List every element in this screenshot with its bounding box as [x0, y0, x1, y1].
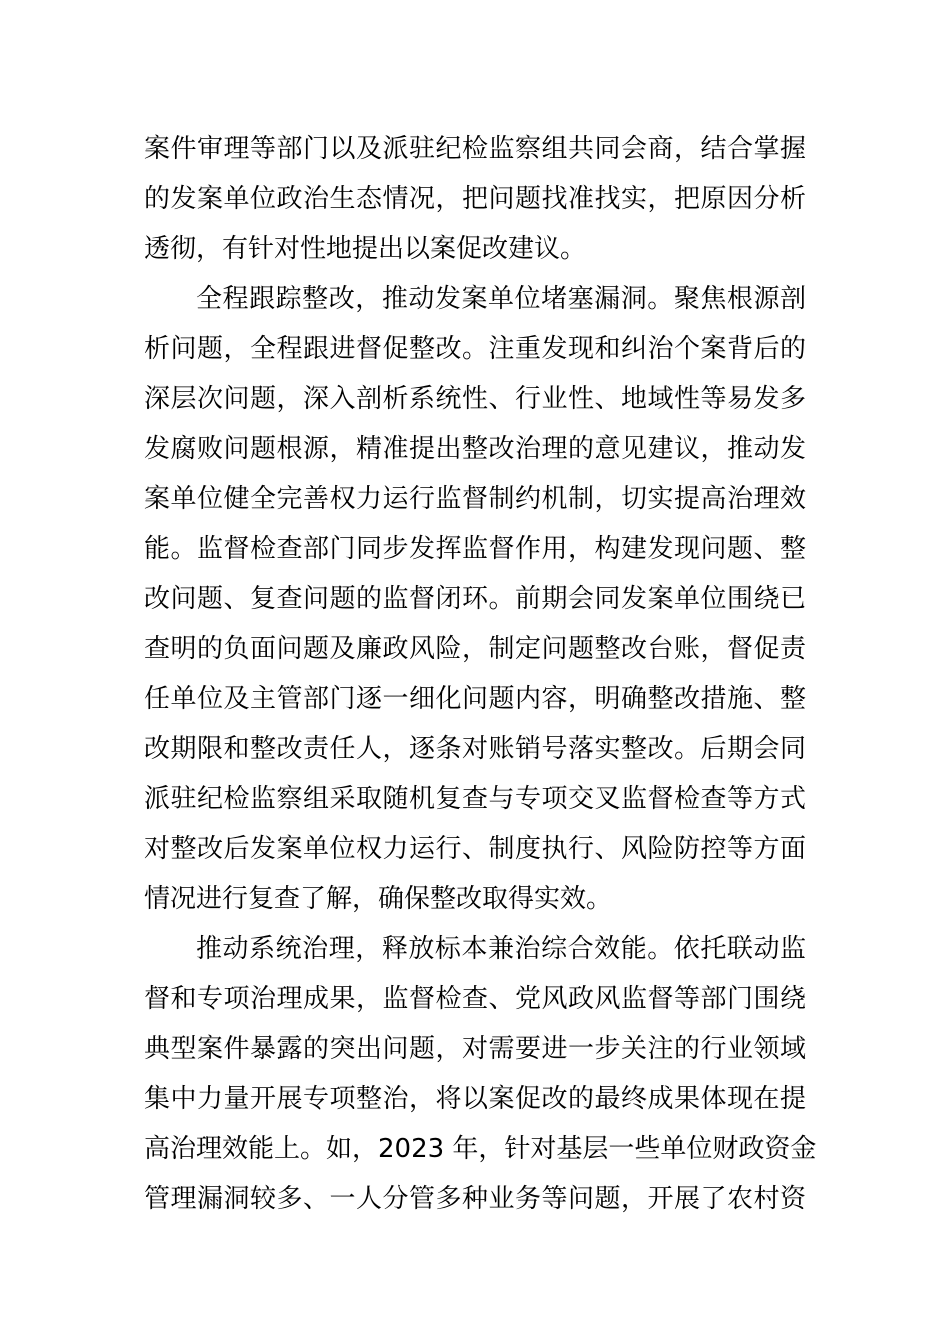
text-line: 发腐败问题根源，精准提出整改治理的意见建议，推动发 — [144, 434, 806, 464]
document-body — [144, 124, 817, 1224]
text-line: 案单位健全完善权力运行监督制约机制，切实提高治理效 — [144, 484, 806, 514]
text-line: 能。监督检查部门同步发挥监督作用，构建发现问题、整 — [144, 534, 806, 564]
text-line: 高治理效能上。如，2023 年，针对基层一些单位财政资金 — [144, 1134, 817, 1164]
text-line: 情况进行复查了解，确保整改取得实效。 — [144, 884, 613, 914]
text-line: 任单位及主管部门逐一细化问题内容，明确整改措施、整 — [144, 684, 806, 714]
text-line: 改问题、复查问题的监督闭环。前期会同发案单位围绕已 — [144, 584, 806, 614]
text-line: 督和专项治理成果，监督检查、党风政风监督等部门围绕 — [144, 984, 806, 1014]
paragraph-heading-line: 推动系统治理，释放标本兼治综合效能。依托联动监 — [196, 934, 806, 964]
text-line: 派驻纪检监察组采取随机复查与专项交叉监督检查等方式 — [144, 784, 806, 814]
text-line: 深层次问题，深入剖析系统性、行业性、地域性等易发多 — [144, 384, 806, 414]
text-line: 析问题，全程跟进督促整改。注重发现和纠治个案背后的 — [144, 334, 806, 364]
text-line: 透彻，有针对性地提出以案促改建议。 — [144, 234, 587, 264]
text-line: 的发案单位政治生态情况，把问题找准找实，把原因分析 — [144, 184, 806, 214]
text-line: 集中力量开展专项整治，将以案促改的最终成果体现在提 — [144, 1084, 806, 1114]
text-line: 对整改后发案单位权力运行、制度执行、风险防控等方面 — [144, 834, 806, 864]
text-line: 改期限和整改责任人，逐条对账销号落实整改。后期会同 — [144, 734, 806, 764]
text-line: 管理漏洞较多、一人分管多种业务等问题，开展了农村资 — [144, 1184, 806, 1214]
text-line: 查明的负面问题及廉政风险，制定问题整改台账，督促责 — [144, 634, 806, 664]
text-line: 典型案件暴露的突出问题，对需要进一步关注的行业领域 — [144, 1034, 806, 1064]
text-line: 案件审理等部门以及派驻纪检监察组共同会商，结合掌握 — [144, 134, 806, 164]
paragraph-heading-line: 全程跟踪整改，推动发案单位堵塞漏洞。聚焦根源剖 — [196, 284, 806, 314]
